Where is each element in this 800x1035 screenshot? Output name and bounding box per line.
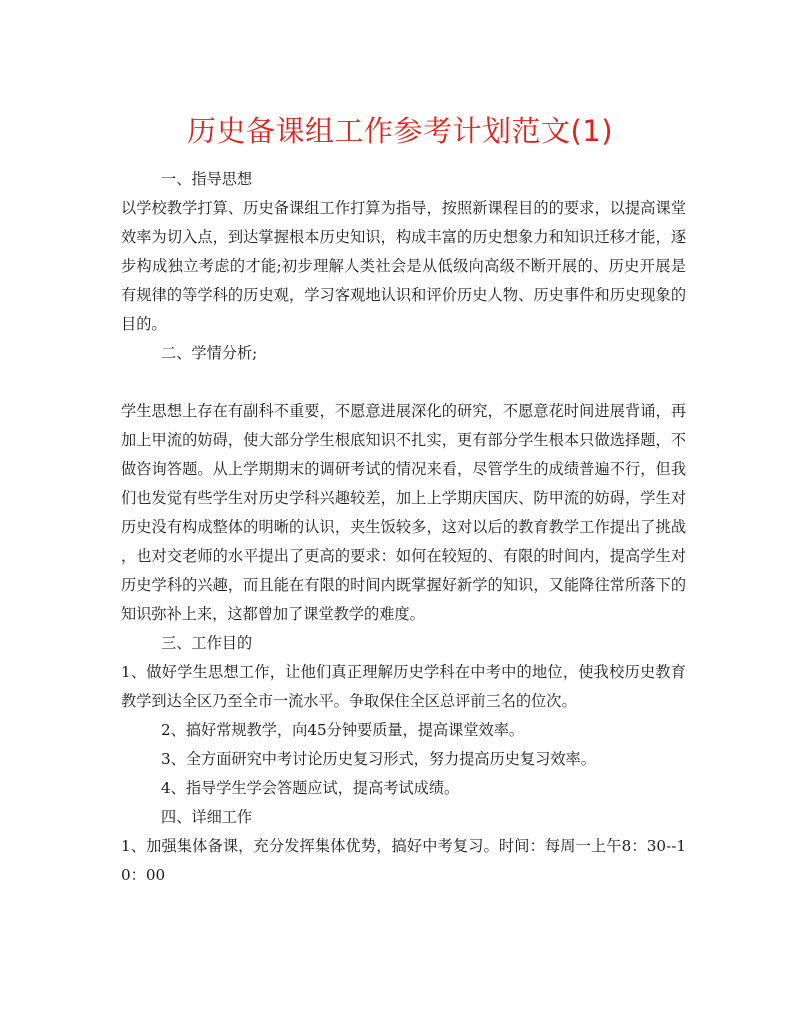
list-item-goal-3: 3、全方面研究中考讨论历史复习形式，努力提高历史复习效率。 bbox=[161, 750, 596, 768]
document-title: 历史备课组工作参考计划范文(1) bbox=[186, 114, 614, 148]
section-heading-detailed-work: 四、详细工作 bbox=[161, 808, 253, 826]
paragraph-guiding-ideology: 以学校教学打算、历史备课组工作打算为指导，按照新课程目的的要求，以提高课堂效率为切入点，到达掌握根本历史知识，构成丰富的历史想象力和知识迁移才能，逐步构成独立考虑的才能;初步理解人类社会是从低级向高级不断开展的、历史开展是有规律的等学科的历史观，学习客观地认识和评价历史人物、历史事件和历史现象的目的。 bbox=[121, 199, 686, 333]
paragraph-student-analysis: 学生思想上存在有副科不重要，不愿意进展深化的研究，不愿意花时间进展背诵，再加上甲流的妨碍，使大部分学生根底知识不扎实，更有部分学生根本只做选择题，不做咨询答题。从上学期期末的调研考试的情况来看，尽管学生的成绩普遍不行，但我们也发觉有些学生对历史学科兴趣较差，加上上学期庆国庆、防甲流的妨碍，学生对历史没有构成整体的明晰的认识，夹生饭较多，这对以后的教育教学工作提出了挑战，也对交老师的水平提出了更高的要求：如何在较短的、有限的时间内，提高学生对历史学科的兴趣，而且能在有限的时间内既掌握好新学的知识，又能降往常所落下的知识弥补上来，这都曾加了课堂教学的难度。 bbox=[121, 402, 686, 623]
list-item-goal-2: 2、搞好常规教学，向45分钟要质量，提高课堂效率。 bbox=[161, 721, 525, 739]
blank-line bbox=[121, 368, 686, 397]
list-item-goal-1: 1、做好学生思想工作，让他们真正理解历史学科在中考中的地位，使我校历史教育教学到达全区乃至全市一流水平。争取保住全区总评前三名的位次。 bbox=[121, 663, 686, 710]
section-heading-guiding-ideology: 一、指导思想 bbox=[161, 170, 253, 188]
section-heading-work-goals: 三、工作目的 bbox=[161, 634, 253, 652]
list-item-goal-4: 4、指导学生学会答题应试，提高考试成绩。 bbox=[161, 779, 460, 797]
document-body bbox=[121, 165, 686, 890]
list-item-work-1: 1、加强集体备课，充分发挥集体优势，搞好中考复习。时间：每周一上午8：30--10：00 bbox=[121, 837, 686, 884]
section-heading-student-analysis: 二、学情分析; bbox=[161, 344, 258, 362]
